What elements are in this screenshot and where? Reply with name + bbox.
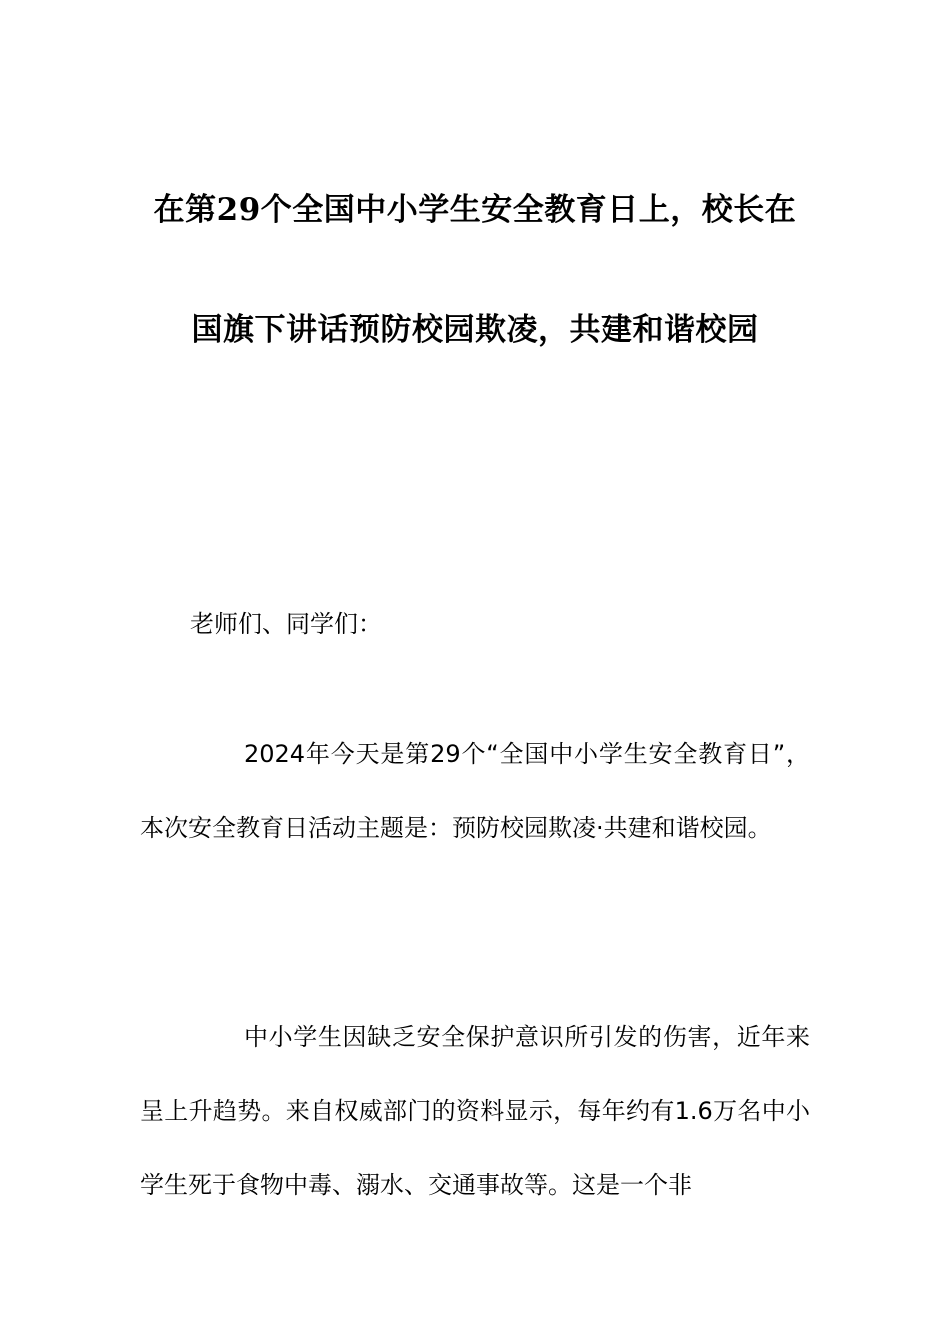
paragraph-1: 2024年今天是第29个“全国中小学生安全教育日”，本次安全教育日活动主题是：预防校园欺凌·共建和谐校园。	[140, 740, 810, 842]
document-title: 在第29个全国中小学生安全教育日上，校长在国旗下讲话预防校园欺凌，共建和谐校园	[153, 192, 797, 348]
paragraph-2: 中小学生因缺乏安全保护意识所引发的伤害，近年来呈上升趋势。来自权威部门的资料显示，每年约有1.6万名中小学生死于食物中毒、溺水、交通事故等。这是一个非	[140, 1023, 810, 1199]
salutation: 老师们、同学们：	[190, 610, 382, 638]
